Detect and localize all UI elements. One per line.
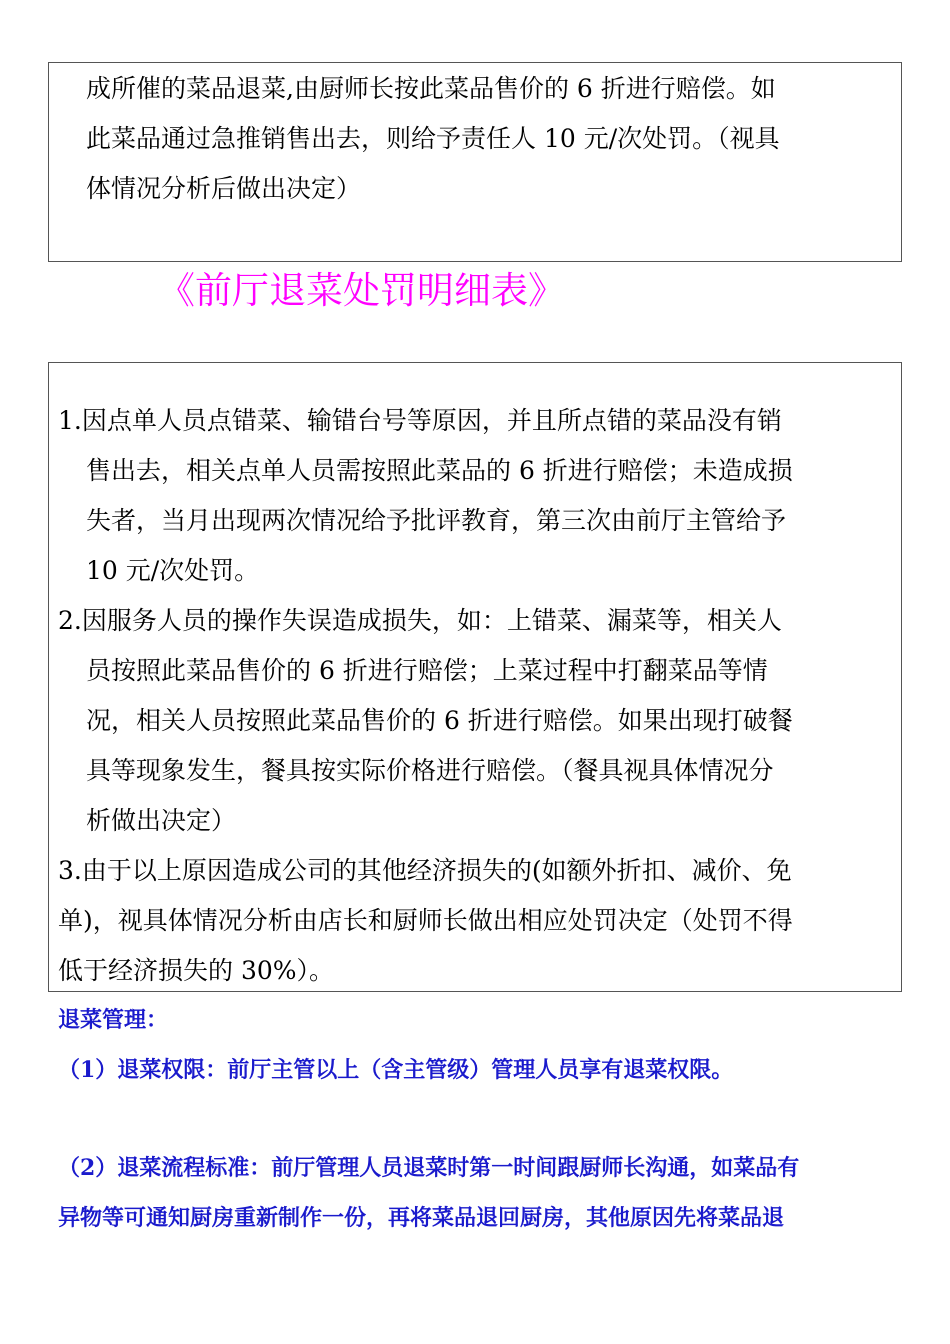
management-item-1: （1）退菜权限：前厅主管以上（含主管级）管理人员享有退菜权限。 (58, 1057, 734, 1083)
management-item-2-line-2: 异物等可通知厨房重新制作一份，再将菜品退回厨房，其他原因先将菜品退 (58, 1205, 785, 1231)
paragraph-line: 低于经济损失的 30%）。 (58, 956, 335, 985)
paragraph-line: 员按照此菜品售价的 6 折进行赔偿；上菜过程中打翻菜品等情 (86, 656, 768, 685)
paragraph-line: 单)，视具体情况分析由店长和厨师长做出相应处罚决定（处罚不得 (58, 906, 793, 935)
paragraph-line: 析做出决定） (86, 806, 237, 835)
paragraph-line: 成所催的菜品退菜,由厨师长按此菜品售价的 6 折进行赔偿。如 (86, 74, 776, 103)
paragraph-line: 10 元/次处罚。 (86, 556, 260, 585)
paragraph-line: 况，相关人员按照此菜品售价的 6 折进行赔偿。如果出现打破餐 (86, 706, 793, 735)
paragraph-line: 体情况分析后做出决定） (86, 174, 362, 203)
paragraph-line: 此菜品通过急推销售出去，则给予责任人 10 元/次处罚。（视具 (86, 124, 780, 153)
paragraph-line: 3.由于以上原因造成公司的其他经济损失的(如额外折扣、减价、免 (58, 856, 792, 885)
paragraph-line: 售出去，相关点单人员需按照此菜品的 6 折进行赔偿；未造成损 (86, 456, 793, 485)
paragraph-line: 具等现象发生，餐具按实际价格进行赔偿。（餐具视具体情况分 (86, 756, 774, 785)
paragraph-line: 1.因点单人员点错菜、输错台号等原因，并且所点错的菜品没有销 (58, 406, 782, 435)
section-title: 《前厅退菜处罚明细表》 (158, 269, 565, 312)
management-item-2-line-1: （2）退菜流程标准：前厅管理人员退菜时第一时间跟厨师长沟通，如菜品有 (58, 1155, 800, 1181)
paragraph-line: 失者，当月出现两次情况给予批评教育，第三次由前厅主管给予 (86, 506, 787, 535)
paragraph-line: 2.因服务人员的操作失误造成损失，如：上错菜、漏菜等，相关人 (58, 606, 782, 635)
management-heading: 退菜管理： (58, 1007, 169, 1033)
